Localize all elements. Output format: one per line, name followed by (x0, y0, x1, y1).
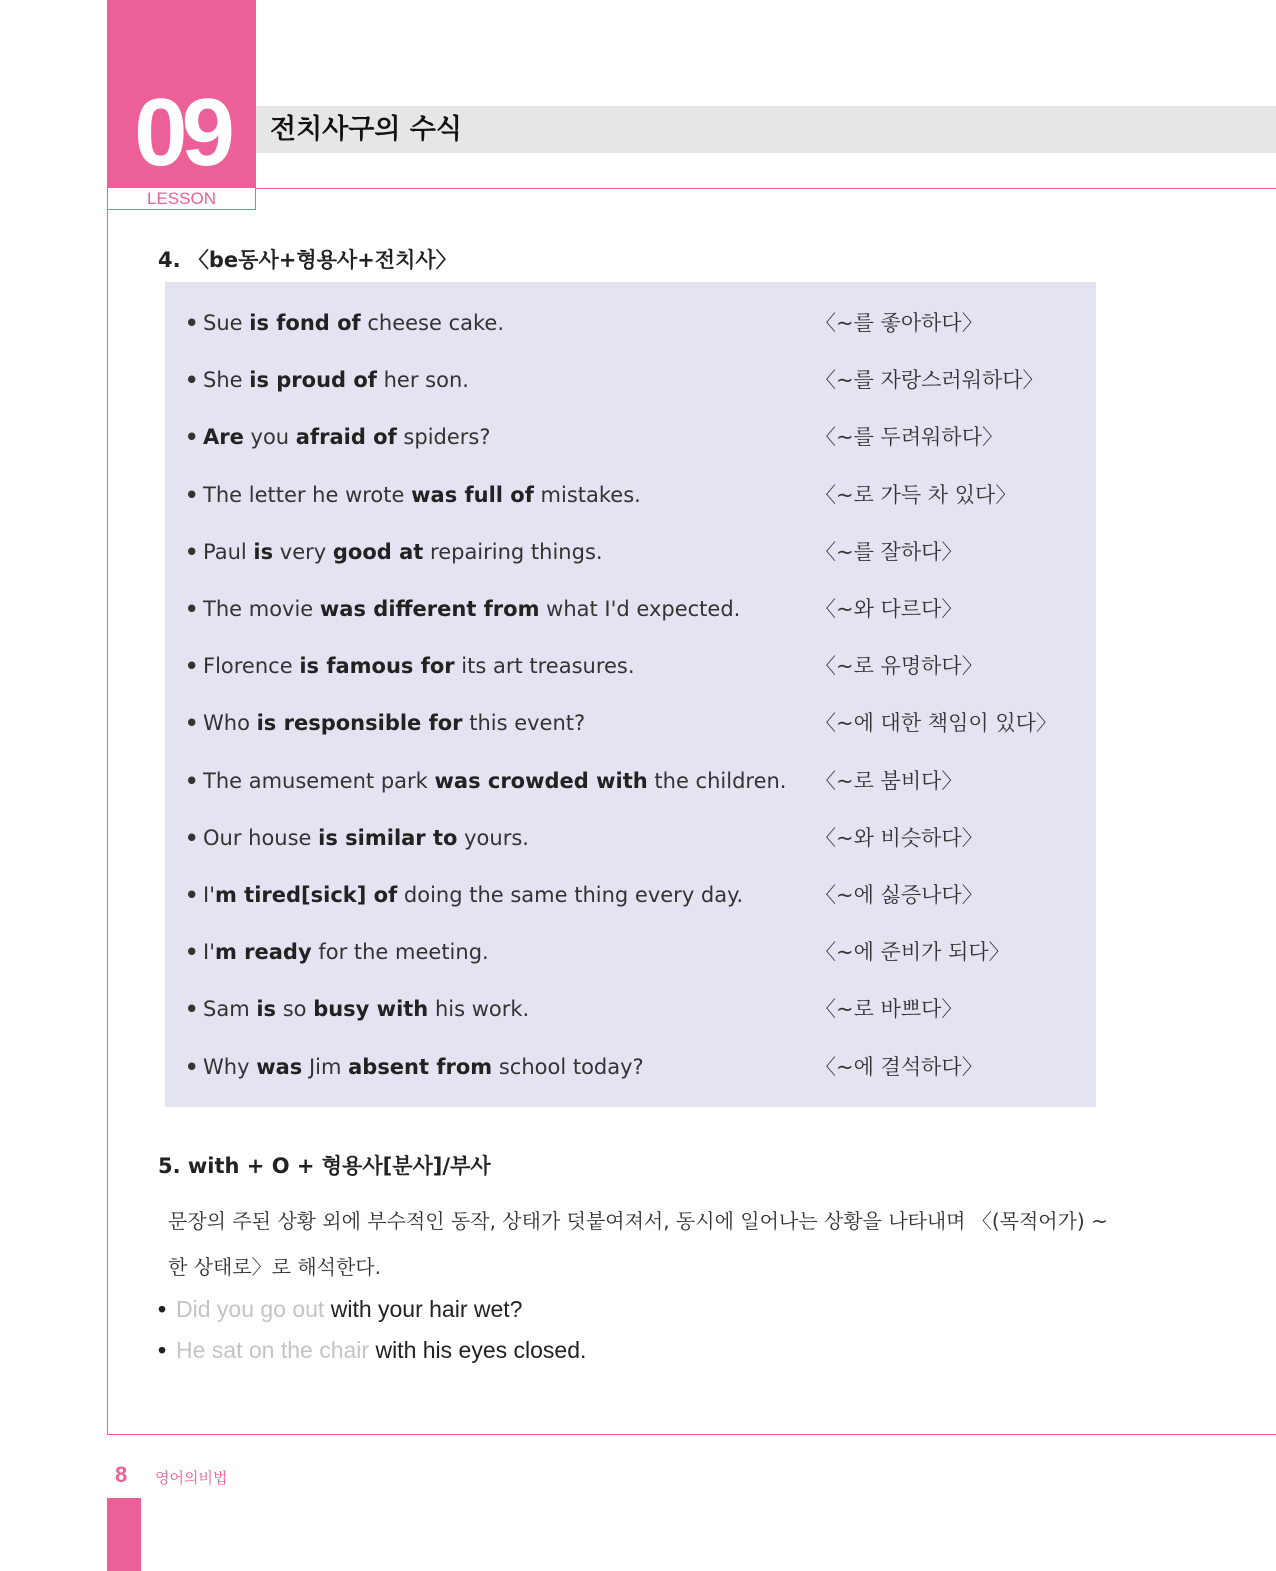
key-phrase: m ready (214, 940, 312, 964)
bullet-icon: • (185, 940, 199, 964)
key-phrase: is (256, 997, 277, 1021)
section-5-heading: 5. with + O + 형용사[분사]/부사 (158, 1154, 491, 1178)
bullet-icon: • (185, 654, 199, 678)
sentence-text: Who (203, 711, 257, 735)
with-example-1: • Did you go out with your hair wet? (158, 1296, 523, 1322)
sentence-text: I' (203, 883, 215, 907)
key-phrase: is fond of (249, 311, 361, 335)
sentence-text: She (203, 368, 250, 392)
bullet-icon: • (185, 425, 199, 449)
with-example-2: • He sat on the chair with his eyes closed. (158, 1337, 587, 1363)
sentence-text: very (273, 540, 333, 564)
sentence-text: The movie (203, 597, 320, 621)
sentence-text: repairing things. (423, 540, 603, 564)
example-panel (165, 282, 1096, 1107)
example-sentence (185, 708, 585, 738)
key-phrase: Are (203, 425, 244, 449)
footer-divider (107, 1434, 1276, 1435)
section-4-heading: 4. 〈be동사+형용사+전치사〉 (158, 248, 457, 272)
bullet-icon: • (185, 997, 199, 1021)
korean-meaning: 〈~에 준비가 되다〉 (815, 940, 1010, 964)
key-phrase: is famous for (299, 654, 455, 678)
sentence-text: you (243, 425, 296, 449)
korean-meaning: 〈~에 대한 책임이 있다〉 (815, 711, 1057, 735)
sentence-text: I' (203, 940, 215, 964)
page-number: 8 (115, 1462, 128, 1487)
sentence-text: doing the same thing every day. (397, 883, 744, 907)
sentence-text: school today? (492, 1055, 644, 1079)
example-lead: He sat on the chair (176, 1337, 370, 1363)
example-sentence (185, 823, 529, 853)
key-phrase: was different from (319, 597, 540, 621)
key-phrase: busy with (313, 997, 429, 1021)
lesson-label: LESSON (107, 188, 256, 210)
key-phrase: was crowded with (434, 769, 648, 793)
key-phrase: was full of (411, 483, 534, 507)
example-sentence (185, 651, 635, 681)
key-phrase: is similar to (318, 826, 458, 850)
key-phrase: good at (332, 540, 424, 564)
key-phrase: is responsible for (256, 711, 463, 735)
lesson-number: 09 (134, 79, 229, 186)
example-sentence (185, 994, 529, 1024)
example-sentence (185, 594, 740, 624)
sentence-text: so (276, 997, 314, 1021)
korean-meaning: 〈~와 비슷하다〉 (815, 826, 983, 850)
lesson-title: 전치사구의 수식 (270, 114, 462, 145)
bullet-icon: • (185, 597, 199, 621)
example-lead: Did you go out (176, 1296, 325, 1322)
sentence-text: its art treasures. (454, 654, 635, 678)
key-phrase: is (253, 540, 274, 564)
korean-meaning: 〈~를 좋아하다〉 (815, 311, 983, 335)
bullet-icon: • (185, 540, 199, 564)
korean-meaning: 〈~에 싫증나다〉 (815, 883, 983, 907)
example-sentence (185, 365, 469, 395)
korean-meaning: 〈~를 두려워하다〉 (815, 425, 1003, 449)
bullet-icon: • (185, 711, 199, 735)
key-phrase: was (256, 1055, 303, 1079)
korean-meaning: 〈~와 다르다〉 (815, 597, 963, 621)
example-sentence (185, 422, 491, 452)
sentence-text: spiders? (396, 425, 491, 449)
key-phrase: absent from (348, 1055, 493, 1079)
korean-meaning: 〈~에 결석하다〉 (815, 1055, 983, 1079)
sentence-text: The letter he wrote (203, 483, 412, 507)
key-phrase: afraid of (295, 425, 397, 449)
example-with-phrase: with his eyes closed. (369, 1337, 587, 1363)
sentence-text: Florence (203, 654, 300, 678)
sentence-text: The amusement park (203, 769, 435, 793)
example-sentence (185, 766, 786, 796)
example-sentence (185, 537, 603, 567)
sentence-text: mistakes. (533, 483, 641, 507)
sentence-text: the children. (647, 769, 787, 793)
bullet-icon: • (185, 769, 199, 793)
example-sentence (185, 937, 489, 967)
example-sentence (185, 880, 743, 910)
key-phrase: is proud of (249, 368, 377, 392)
example-sentence (185, 480, 641, 510)
bullet-icon: • (185, 883, 199, 907)
section-5-description-line-2: 한 상태로〉로 해석한다. (168, 1255, 381, 1279)
korean-meaning: 〈~로 가득 차 있다〉 (815, 483, 1017, 507)
sentence-text: Paul (203, 540, 254, 564)
book-title: 영어의비법 (155, 1469, 228, 1487)
bullet-icon: • (185, 311, 199, 335)
sentence-text: Why (203, 1055, 257, 1079)
footer-accent-bar (107, 1498, 141, 1571)
sentence-text: Sue (203, 311, 250, 335)
sentence-text: Jim (302, 1055, 349, 1079)
header-divider (256, 188, 1276, 189)
example-sentence (185, 308, 504, 338)
korean-meaning: 〈~로 유명하다〉 (815, 654, 983, 678)
sentence-text: his work. (428, 997, 530, 1021)
sentence-text: for the meeting. (311, 940, 489, 964)
sentence-text: what I'd expected. (539, 597, 741, 621)
korean-meaning: 〈~를 자랑스러워하다〉 (815, 368, 1044, 392)
sentence-text: her son. (376, 368, 469, 392)
sentence-text: yours. (457, 826, 529, 850)
sentence-text: Our house (203, 826, 319, 850)
section-5-description-line-1: 문장의 주된 상황 외에 부수적인 동작, 상태가 덧붙여져서, 동시에 일어나는 상황을 나타내며 〈(목적어가) ~ (168, 1209, 1108, 1233)
sentence-text: cheese cake. (360, 311, 505, 335)
bullet-icon: • (185, 483, 199, 507)
korean-meaning: 〈~로 붐비다〉 (815, 769, 963, 793)
sentence-text: this event? (462, 711, 586, 735)
korean-meaning: 〈~로 바쁘다〉 (815, 997, 963, 1021)
sentence-text: Sam (203, 997, 257, 1021)
bullet-icon: • (185, 826, 199, 850)
example-sentence (185, 1052, 644, 1082)
key-phrase: m tired[sick] of (214, 883, 398, 907)
example-with-phrase: with your hair wet? (324, 1296, 523, 1322)
bullet-icon: • (185, 1055, 199, 1079)
korean-meaning: 〈~를 잘하다〉 (815, 540, 963, 564)
bullet-icon: • (185, 368, 199, 392)
left-margin-rule (107, 209, 108, 1435)
